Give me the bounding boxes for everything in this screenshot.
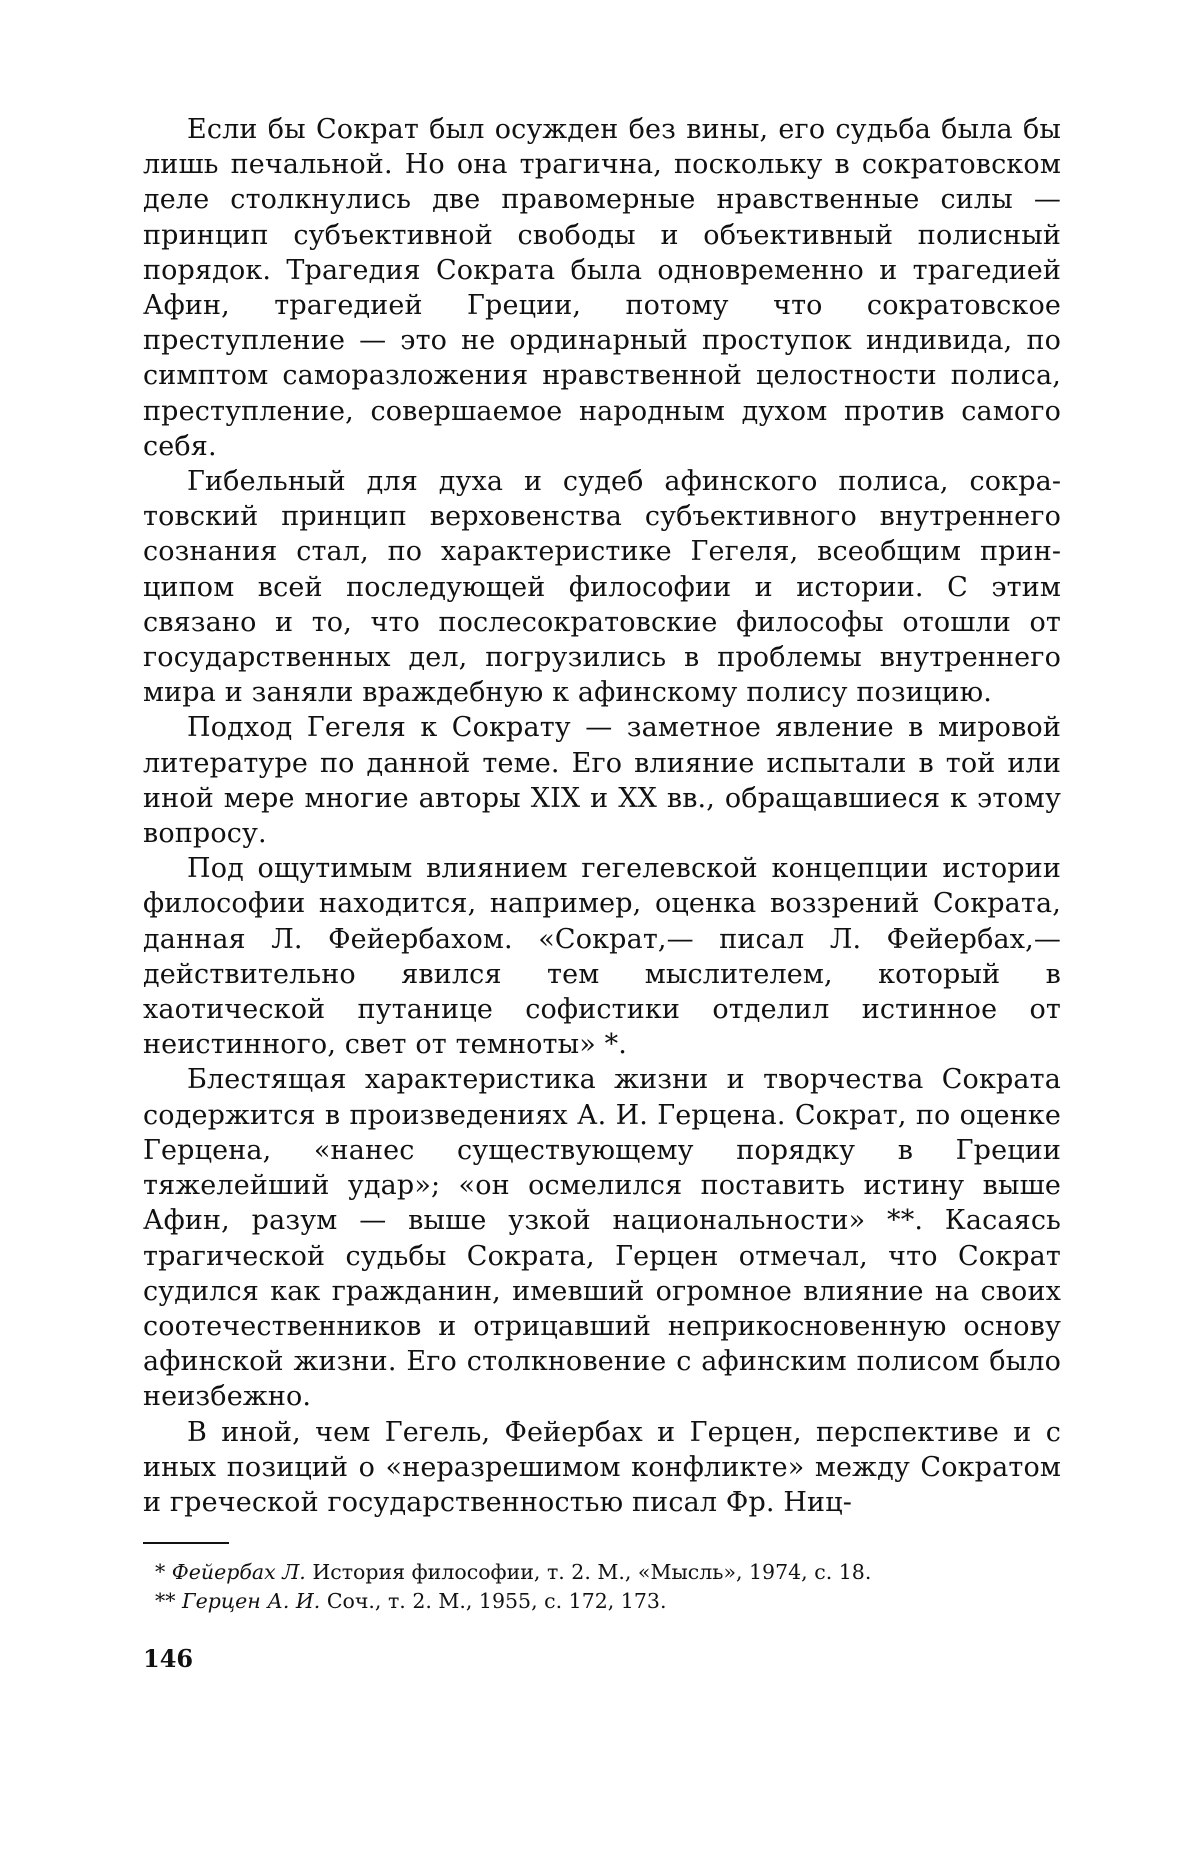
footnote-author: Фейербах Л. — [171, 1560, 306, 1585]
footnote-author: Герцен А. И. — [182, 1589, 321, 1614]
footnote-marker: ** — [155, 1589, 176, 1614]
footnote-text: Соч., т. 2. М., 1955, с. 172, 173. — [326, 1589, 667, 1614]
paragraph-2: Гибельный для духа и судеб афинского полиса, сократовский принцип верховенства субъективного внутреннего сознания стал, по характеристике Гегеля, всеобщим принципом всей последующей философии и истории. С этим связано и то, что послесократовские философы отошли от государственных дел, погрузились в проблемы внутреннего мира и заняли враждебную к афинскому полису позицию. — [143, 466, 1061, 709]
footnotes — [143, 1558, 1061, 1616]
footnote-marker: * — [155, 1560, 166, 1585]
paragraph-5: Блестящая характеристика жизни и творчества Сократа содержится в произведениях А. И. Герцена. Сократ, по оценке Герцена, «нанес существующему порядку в Греции тяжелейший удар»; «он осмелился поставить истину выше Афин, разум — выше узкой национальности» **. Касаясь трагической судьбы Сократа, Герцен отмечал, что Сократ судился как гражданин, имевший огромное влияние на своих соотечественников и отрицавший неприкосновенную основу афинской жизни. Его столкновение с афинским полисом было неизбежно. — [143, 1064, 1061, 1413]
footnote-1 — [143, 1558, 1061, 1587]
paragraph-3: Подход Гегеля к Сократу — заметное явление в мировой литературе по данной теме. Его влияние испытали в той или иной мере многие авторы XIX и XX вв., обращавшиеся к этому вопросу. — [143, 712, 1061, 850]
paragraph-6: В иной, чем Гегель, Фейербах и Герцен, перспективе и с иных позиций о «неразрешимом конфликте» между Сократом и греческой государственностью писал Фр. Ниц- — [143, 1416, 1061, 1518]
main-text — [143, 112, 1061, 1520]
page-number: 146 — [143, 1644, 194, 1674]
book-page — [143, 112, 1061, 1673]
footnote-text: История философии, т. 2. М., «Мысль», 1974, с. 18. — [312, 1560, 872, 1585]
paragraph-4: Под ощутимым влиянием гегелевской концепции истории философии находится, например, оценка воззрений Сократа, данная Л. Фейербахом. «Сократ,— писал Л. Фейербах,— действительно явился тем мыслителем, который в хаотической путанице софистики отделил истинное от неистинного, свет от темноты» *. — [143, 853, 1061, 1061]
footnote-divider — [143, 1542, 229, 1544]
paragraph-1: Если бы Сократ был осужден без вины, его судьба была бы лишь печальной. Но она трагична, поскольку в сократовском деле столкнулись две правомерные нравственные силы — принцип субъективной свободы и объективный полисный порядок. Трагедия Сократа была одновременно и трагедией Афин, трагедией Греции, потому что сократовское преступление — это не ординарный проступок индивида, по симптом саморазложения нравственной целостности полиса, преступление, совершаемое народным духом против самого себя. — [143, 114, 1061, 462]
footnote-2 — [143, 1587, 1061, 1616]
